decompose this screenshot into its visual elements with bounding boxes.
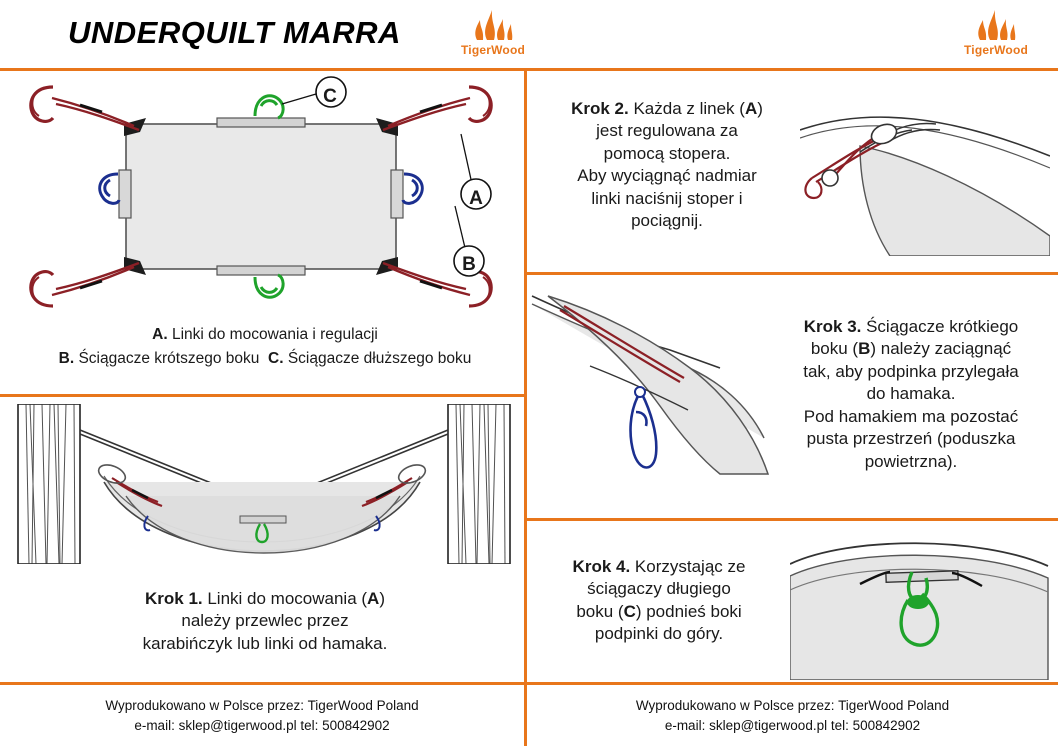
footer-right-line2: e-mail: sklep@tigerwood.pl tel: 500842902: [664, 717, 921, 733]
footer-left: [0, 696, 524, 735]
diagram-step3-short-side: [530, 288, 780, 498]
step2-line5: linki naciśnij stoper i: [591, 188, 743, 208]
legend-a-bold: A.: [152, 326, 168, 343]
diagram-step4-long-side: [790, 528, 1050, 680]
step3-ref: B: [858, 339, 871, 359]
legend-c-text: Ściągacze dłuższego boku: [283, 350, 472, 367]
step2-text-part1: Każda z linek (: [628, 99, 745, 118]
divider-header: [0, 68, 1058, 71]
step2-text-part2: ): [757, 99, 763, 118]
step4-ref: C: [623, 601, 636, 621]
step1-line2: należy przewlec przez: [181, 611, 349, 631]
step4-bold: Krok 4.: [572, 557, 631, 576]
step1-line3: karabińczyk lub linki od hamaka.: [142, 633, 388, 653]
step3-bold: Krok 3.: [803, 317, 862, 336]
logo-right: [958, 8, 1034, 57]
step3-line7: powietrzna).: [864, 451, 958, 471]
label-c: C: [323, 86, 337, 107]
page-title: UNDERQUILT MARRA: [68, 15, 401, 50]
flame-icon: [958, 8, 1034, 42]
step4-line3-part1: boku (: [576, 601, 624, 621]
step3-line3: tak, aby podpinka przylegała: [803, 361, 1019, 381]
step3-text-part1: Ściągacze krótkiego: [861, 317, 1019, 336]
step2-bold: Krok 2.: [571, 99, 629, 118]
header: [0, 0, 1058, 70]
step2-line4: Aby wyciągnąć nadmiar: [577, 166, 757, 186]
step3-line6: pusta przestrzeń (poduszka: [806, 429, 1016, 449]
diagram-step1-hammock: [8, 404, 516, 564]
step3-line2-part1: boku (: [810, 339, 859, 359]
step2-line3: pomocą stopera.: [603, 143, 731, 163]
footer-left-line1: Wyprodukowano w Polsce przez: TigerWood Poland: [105, 698, 419, 713]
step1-ref: A: [367, 589, 380, 608]
step4-text-part1: Korzystając ze: [630, 557, 746, 576]
footer-right-line1: Wyprodukowano w Polsce przez: TigerWood Poland: [635, 698, 950, 713]
flame-icon: [455, 8, 531, 42]
step2-line2: jest regulowana za: [596, 121, 738, 141]
step1-text-part1: Linki do mocowania (: [202, 589, 368, 608]
step1-text-part2: ): [379, 589, 385, 608]
logo-left: [455, 8, 531, 57]
legend-line-bc: [20, 349, 510, 369]
step3-line4: do hamaka.: [866, 384, 956, 404]
step4-line3-part2: ) podnieś boki: [635, 601, 742, 621]
legend-line-a: [20, 325, 510, 345]
divider-footer: [0, 682, 1058, 685]
step2-ref: A: [744, 99, 758, 118]
step2-text: [532, 98, 802, 233]
label-a: A: [469, 188, 483, 209]
legend-a-text: Linki do mocowania i regulacji: [167, 326, 378, 343]
footer-right: [527, 696, 1058, 735]
step4-line2: ściągaczy długiego: [587, 579, 731, 599]
label-b: B: [462, 254, 476, 275]
legend-b-bold: B.: [58, 350, 75, 367]
legend-c-bold: C.: [268, 350, 284, 367]
step1-text: [30, 588, 500, 655]
diagram-step2-stopper: [800, 86, 1050, 256]
step2-line6: pociągnij.: [631, 211, 703, 231]
step3-line5: Pod hamakiem ma pozostać: [803, 406, 1019, 426]
divider-right-step2: [527, 272, 1058, 275]
divider-vertical-main: [524, 68, 527, 682]
logo-brand-text: TigerWood: [460, 43, 526, 57]
step3-line2-part2: ) należy zaciągnąć: [870, 339, 1012, 359]
step3-text: [770, 316, 1052, 473]
divider-left-mid: [0, 394, 524, 397]
divider-right-step3: [527, 518, 1058, 521]
logo-brand-text: TigerWood: [963, 43, 1029, 57]
step4-line4: podpinki do góry.: [594, 624, 724, 644]
step1-bold: Krok 1.: [144, 589, 203, 608]
footer-left-line2: e-mail: sklep@tigerwood.pl tel: 500842902: [134, 717, 390, 733]
step4-text: [534, 556, 784, 646]
legend-b-text: Ściągacze krótszego boku: [74, 350, 260, 367]
diagram-underquilt-overview: [6, 74, 516, 314]
